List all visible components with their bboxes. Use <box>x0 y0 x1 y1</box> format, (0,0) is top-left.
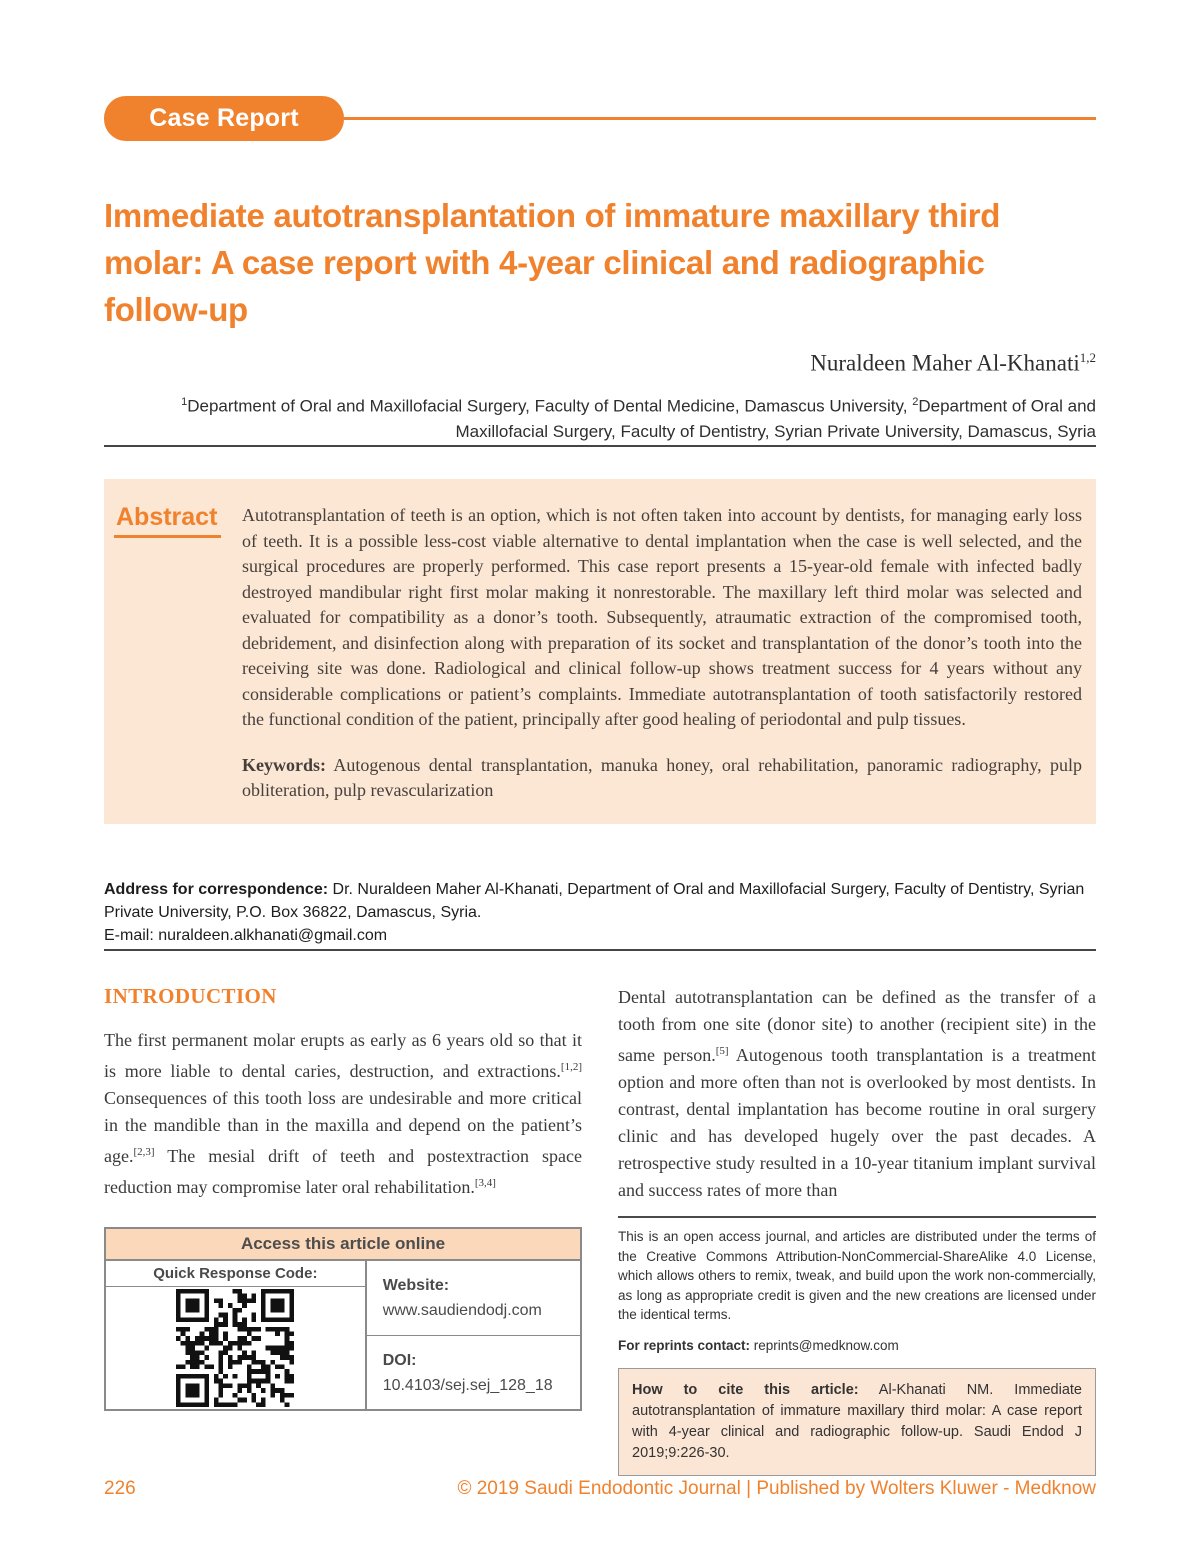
article-title-line: molar: A case report with 4-year clinical and radiographic <box>104 244 985 281</box>
access-box-body <box>106 1261 580 1409</box>
qr-code <box>176 1289 294 1407</box>
access-box-header: Access this article online <box>106 1229 580 1261</box>
article-type-banner <box>104 96 1096 141</box>
badge-rule <box>344 117 1096 120</box>
reprints-email-link[interactable]: reprints@medknow.com <box>753 1337 899 1353</box>
affiliation-text: Department of Oral and Maxillofacial Surgery, Faculty of Dental Medicine, Damascus University, <box>187 396 913 416</box>
copyright-line: © 2019 Saudi Endodontic Journal | Published by Wolters Kluwer - Medknow <box>457 1478 1096 1499</box>
page-footer <box>104 1478 1096 1500</box>
abstract-body <box>242 503 1082 804</box>
access-links-column <box>367 1261 580 1409</box>
website-cell <box>367 1261 580 1336</box>
citation-ref[interactable]: [3,4] <box>474 1177 496 1189</box>
author-affiliation-superscript: 1,2 <box>1079 350 1096 365</box>
footnote-divider <box>618 1216 1096 1218</box>
cite-text: Al-Khanati NM. Immediate autotransplantation of immature maxillary third molar: A case report with 4-year clinical and radiographic follow-up. Saudi Endod J 2019;9:226-30. <box>632 1381 1082 1461</box>
body-paragraph <box>618 984 1096 1204</box>
article-title <box>104 192 1096 333</box>
body-text: Autogenous tooth transplantation is a treatment option and more often than not is overlooked by most dentists. In contrast, dental implantation has become routine in oral surgery clinic and has developed hugely over the past decades. A retrospective study resulted in a 10-year titanium implant survival and success rates of more than <box>618 1045 1096 1200</box>
affiliation-superscript: 1 <box>181 395 188 408</box>
citation-ref[interactable]: [1,2] <box>560 1061 582 1073</box>
how-to-cite-box <box>618 1368 1096 1476</box>
email-link[interactable]: nuraldeen.alkhanati@gmail.com <box>158 927 388 944</box>
body-text: The first permanent molar erupts as early as 6 years old so that it is more liable to dental caries, destruction, and extractions. <box>104 1030 582 1081</box>
right-column <box>618 984 1096 1476</box>
author-name <box>104 350 1096 377</box>
keywords-label: Keywords: <box>242 754 326 775</box>
body-text: Consequences of this tooth loss are undesirable and more critical in the mandible than in the maxilla and depend on the patient’s age. <box>104 1088 582 1166</box>
page-number: 226 <box>104 1478 136 1499</box>
citation-ref[interactable]: [5] <box>715 1045 729 1057</box>
keywords-line <box>242 753 1082 804</box>
body-text: Dental autotransplantation can be defined as the transfer of a tooth from one site (donor site) to another (recipient site) in the same person. <box>618 987 1096 1065</box>
author-name-text: Nuraldeen Maher Al-Khanati <box>810 350 1080 376</box>
body-text: The mesial drift of teeth and postextraction space reduction may compromise later oral rehabilitation. <box>104 1146 582 1197</box>
affiliations <box>104 389 1096 446</box>
left-column <box>104 984 582 1476</box>
abstract-text: Autotransplantation of teeth is an option, which is not often taken into account by dentists, for managing early loss of teeth. It is a possible less-cost viable alternative to dental implantation when the case is well selected, and the surgical procedures are properly performed. This case report presents a 15-year-old female with infected badly destroyed mandibular right first molar making it nonrestorable. The maxillary left third molar was selected and evaluated for compatibility as a donor’s tooth. Subsequently, atraumatic extraction of the compromised tooth, debridement, and disinfection along with preparation of its socket and transplantation of the donor’s tooth into the receiving site was done. Radiological and clinical follow-up shows treatment success for 4 years without any considerable complications or patient’s complaints. Immediate autotransplantation of tooth satisfactorily restored the functional condition of the patient, principally after good healing of periodontal and pulp tissues. <box>242 505 1082 729</box>
article-title-line: follow-up <box>104 291 248 328</box>
introduction-heading: INTRODUCTION <box>104 984 277 1008</box>
abstract-label-column <box>114 503 242 804</box>
cite-label: How to cite this article: <box>632 1381 859 1398</box>
email-label: E-mail: <box>104 927 159 944</box>
correspondence-text: Dr. Nuraldeen Maher Al-Khanati, Department of Oral and Maxillofacial Surgery, Faculty of Dentistry, Syrian Private University, P.O. Box 36822, Damascus, Syria. <box>104 881 1085 921</box>
correspondence-email-line <box>104 924 1096 947</box>
keywords-text: Autogenous dental transplantation, manuka honey, oral rehabilitation, panoramic radiography, pulp obliteration, pulp revascularization <box>242 754 1082 800</box>
citation-ref[interactable]: [2,3] <box>133 1146 155 1158</box>
qr-column <box>106 1261 367 1409</box>
header-divider <box>104 445 1096 447</box>
access-article-box <box>104 1227 582 1411</box>
correspondence-block <box>104 878 1096 947</box>
affiliation-text: Department of Oral and Maxillofacial Surgery, Faculty of Dentistry, Syrian Private University, Damascus, Syria <box>455 396 1096 442</box>
article-type-badge: Case Report <box>104 96 344 141</box>
correspondence-label: Address for correspondence: <box>104 881 329 898</box>
article-title-line: Immediate autotransplantation of immature maxillary third <box>104 197 1001 234</box>
qr-code-cell <box>106 1287 365 1409</box>
open-access-statement: This is an open access journal, and articles are distributed under the terms of the Creative Commons Attribution-NonCommercial-ShareAlike 4.0 License, which allows others to remix, tweak, and build upon the work non-commercially, as long as appropriate credit is given and the new creations are licensed under the identical terms. <box>618 1229 1096 1322</box>
doi-label: DOI: <box>382 1351 417 1369</box>
correspondence-line <box>104 878 1096 924</box>
author-block <box>104 350 1096 445</box>
article-body <box>104 984 1096 1476</box>
abstract-section <box>104 479 1096 824</box>
qr-code-label: Quick Response Code: <box>106 1261 365 1287</box>
doi-link[interactable]: 10.4103/sej.sej_128_18 <box>382 1376 553 1394</box>
introduction-paragraph <box>104 1027 582 1201</box>
abstract-label: Abstract <box>114 503 221 538</box>
correspondence-divider <box>104 949 1096 951</box>
website-link[interactable]: www.saudiendodj.com <box>382 1302 542 1320</box>
affiliation-superscript: 2 <box>912 395 919 408</box>
website-label: Website: <box>382 1277 450 1295</box>
reprints-line <box>618 1338 1096 1353</box>
doi-cell <box>367 1336 580 1410</box>
reprints-label: For reprints contact: <box>618 1337 754 1353</box>
